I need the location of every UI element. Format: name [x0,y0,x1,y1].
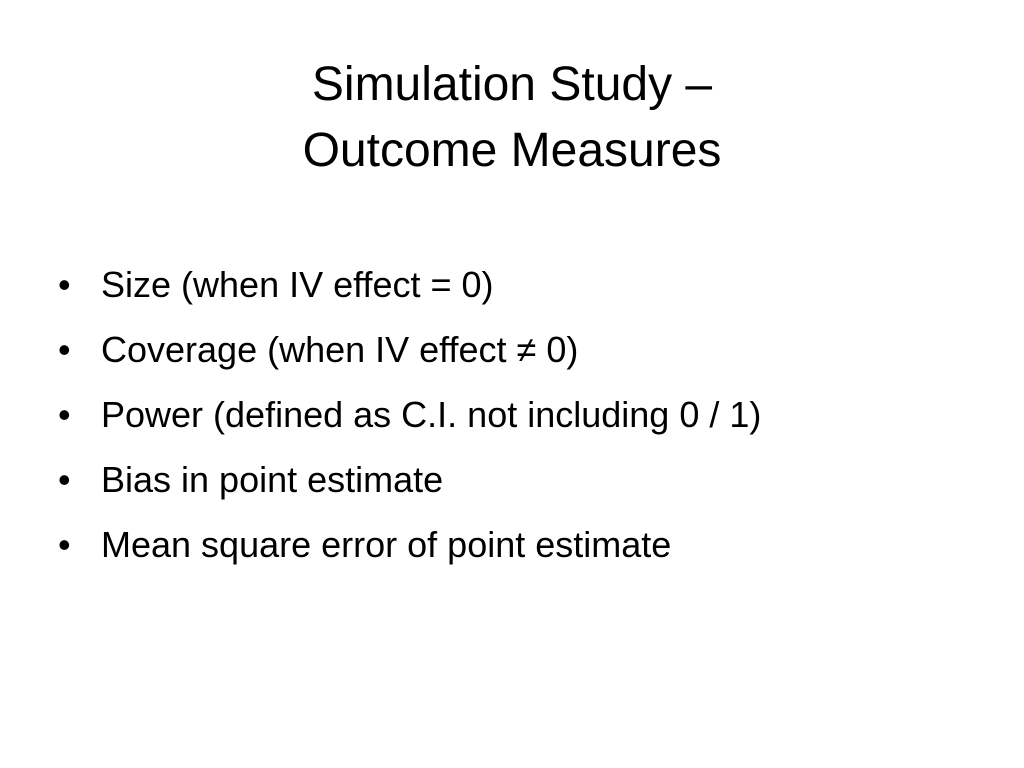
bullet-text-power: Power (defined as C.I. not including 0 / 1) [101,394,762,435]
bullet-text-coverage: Coverage (when IV effect ≠ 0) [101,329,579,370]
bullet-text-mean-square-error: Mean square error of point estimate [101,524,672,565]
bullet-point-icon: • [58,264,71,305]
bullet-point-icon: • [58,459,71,500]
bullet-item-bias [58,447,998,512]
bullet-item-mean-square-error [58,512,998,577]
slide-title [0,52,1024,184]
bullet-item-size [58,252,998,317]
slide-title-line-1: Simulation Study – [311,58,713,111]
bullet-point-icon: • [58,329,71,370]
bullet-list [58,252,998,577]
bullet-point-icon: • [58,524,71,565]
slide-title-line-2: Outcome Measures [302,124,722,177]
bullet-item-coverage [58,317,998,382]
bullet-text-size: Size (when IV effect = 0) [101,264,494,305]
bullet-item-power [58,382,998,447]
bullet-text-bias: Bias in point estimate [101,459,444,500]
bullet-point-icon: • [58,394,71,435]
